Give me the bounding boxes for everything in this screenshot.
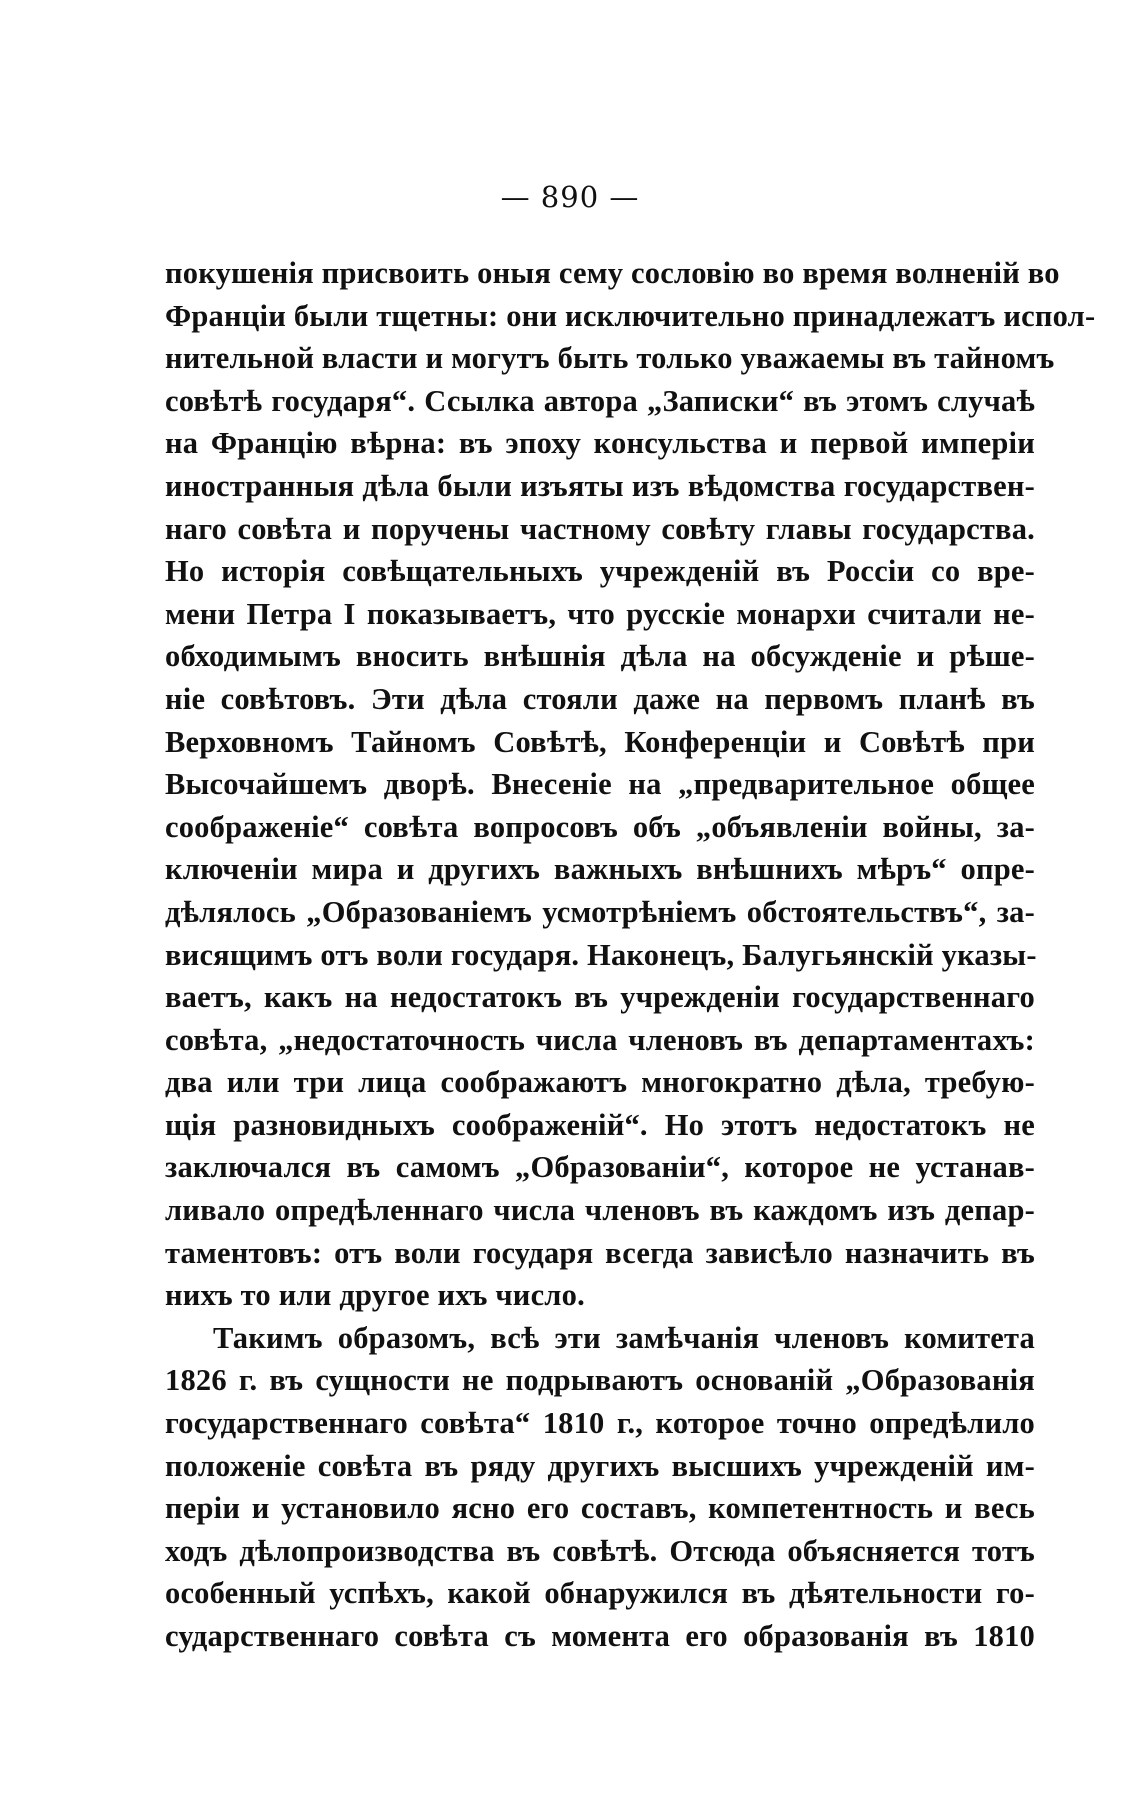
text-line: государственнаго совѣта“ 1810 г., которое точно опредѣлило <box>165 1406 1035 1441</box>
text-line: періи и установило ясно его составъ, компетентность и весь <box>165 1491 1035 1526</box>
paragraph-2 <box>165 1317 1035 1658</box>
text-line: покушенія присвоить оныя сему сословію во время волненій во <box>165 256 1060 290</box>
text-line: Верховномъ Тайномъ Совѣтѣ, Конференціи и Совѣтѣ при <box>165 724 1035 759</box>
page-number: — 890 — <box>500 180 640 214</box>
text-line: сударственнаго совѣта съ момента его образованія въ 1810 <box>165 1619 1035 1653</box>
text-line: ливало опредѣленнаго числа членовъ въ каждомъ изъ депар- <box>165 1193 1035 1228</box>
text-line: 1826 г. въ сущности не подрываютъ основаній „Образованія <box>165 1363 1035 1398</box>
text-line: обходимымъ вносить внѣшнія дѣла на обсужденіе и рѣше- <box>165 639 1035 674</box>
text-line: таментовъ: отъ воли государя всегда зависѣло назначить въ <box>165 1235 1035 1270</box>
text-line: соображеніе“ совѣта вопросовъ объ „объявленіи войны, за- <box>165 809 1035 844</box>
text-line: особенный успѣхъ, какой обнаружился въ дѣятельности го- <box>165 1576 1035 1611</box>
text-line: два или три лица соображаютъ многократно дѣла, требую- <box>165 1065 1035 1100</box>
text-line: положеніе совѣта въ ряду другихъ высшихъ учрежденій им- <box>165 1448 1035 1483</box>
paragraph-1 <box>165 252 1096 1317</box>
text-line: Но исторія совѣщательныхъ учрежденій въ Россіи со вре- <box>165 554 1035 589</box>
text-line: ваетъ, какъ на недостатокъ въ учрежденіи государственнаго <box>165 980 1035 1015</box>
text-line: совѣта, „недостаточность числа членовъ въ департаментахъ: <box>165 1022 1035 1057</box>
text-line: щія разновидныхъ соображеній“. Но этотъ недостатокъ не <box>165 1107 1035 1142</box>
text-line: мени Петра I показываетъ, что русскіе монархи считали не- <box>165 596 1035 631</box>
text-line: нихъ то или другое ихъ число. <box>165 1278 585 1313</box>
text-line: заключался въ самомъ „Образованіи“, которое не устанав- <box>165 1150 1035 1185</box>
text-line: совѣтѣ государя“. Ссылка автора „Записки“ въ этомъ случаѣ <box>165 383 1035 418</box>
text-line: ходъ дѣлопроизводства въ совѣтѣ. Отсюда объясняется тотъ <box>165 1533 1035 1568</box>
text-line: иностранныя дѣла были изъяты изъ вѣдомства государствен- <box>165 468 1035 503</box>
text-line: Такимъ образомъ, всѣ эти замѣчанія членовъ комитета <box>213 1320 1035 1355</box>
text-line: дѣлялось „Образованіемъ усмотрѣніемъ обстоятельствъ“, за- <box>165 894 1035 929</box>
text-line: на Францію вѣрна: въ эпоху консульства и первой имперіи <box>165 426 1035 461</box>
text-line: Высочайшемъ дворѣ. Внесеніе на „предварительное общее <box>165 767 1035 802</box>
text-line: Франціи были тщетны: они исключительно принадлежатъ испол- <box>165 298 1096 333</box>
text-line: ніе совѣтовъ. Эти дѣла стояли даже на первомъ планѣ въ <box>165 681 1035 716</box>
text-line: висящимъ отъ воли государя. Наконецъ, Балугьянскій указы- <box>165 937 1037 972</box>
text-line: ключеніи мира и другихъ важныхъ внѣшнихъ мѣръ“ опре- <box>165 852 1035 887</box>
body-text <box>165 252 1096 1658</box>
text-line: наго совѣта и поручены частному совѣту главы государства. <box>165 511 1035 546</box>
text-line: нительной власти и могутъ быть только уважаемы въ тайномъ <box>165 341 1055 376</box>
